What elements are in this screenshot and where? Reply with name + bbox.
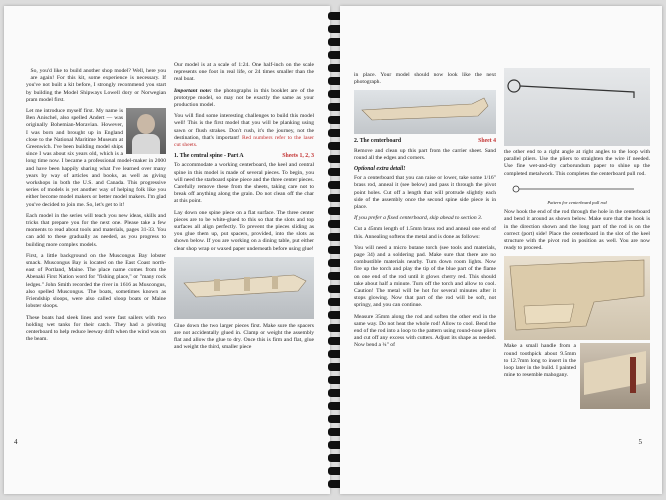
intro-paragraph: So, you'd like to build another shop model? Well, here you are again! For this kit, some experience is necessary. If you've not built a kit before, I strongly recommend you start by building the Model Shipways Lowell dory or Norwegian pram model first.	[26, 68, 166, 103]
right-column-2	[504, 68, 650, 409]
fixed-note: If you prefer a fixed centerboard, skip ahead to section 3.	[354, 215, 483, 222]
glue-paragraph: Glue down the two larger pieces first. Make sure the spacers are not accidentally glued in. Clamp or weight the assembly flat and allow the glue to dry. Once this is firm and flat, glue and weight the third, smaller piece	[174, 322, 314, 351]
lay-down-paragraph: Lay down one spine piece on a flat surface. The three center pieces are to be white-glued to this so that the slots and top surfaces all align perfectly. To prevent the pieces sliding as you glue them up, put spacers, provided, into the slots as shown below. If you are working on a dining table, put either clear shop wrap or waxed paper underneath before using glue!	[174, 209, 314, 252]
centerboard-photo	[504, 256, 650, 340]
centerboard-drawing	[504, 256, 650, 340]
handle-photo	[580, 343, 650, 409]
challenges-paragraph: You will find some interesting challenges to build this model well! This is the first model that you will be planking using sawn or flush strakes. Don't rush, it's the journey, not the destination, that's important! Red numbers refer to the laser cut sheets.	[174, 113, 314, 149]
rod-photo	[504, 68, 650, 146]
page-number-right: 5	[638, 438, 642, 446]
rod-end-paragraph: the other end to a right angle at right angles to the loop with parallel pliers. Use the pliers to straighten the wire if needed. Use fine wet-and-dry carborundum paper to shine up the completed metalwork. This completes the centerboard pull rod.	[504, 149, 650, 177]
spine-assembly-photo	[174, 257, 314, 319]
spine-drawing	[354, 90, 496, 134]
spine-assembly-drawing	[174, 257, 314, 319]
handle-section	[504, 343, 650, 409]
section-2-heading: 2. The centerboard Sheet 4	[354, 138, 496, 145]
page-number-left: 4	[14, 438, 18, 446]
section-2-text: Remove and clean up this part from the carrier sheet. Sand round all the edges and corners.	[354, 147, 496, 161]
author-portrait	[126, 108, 166, 154]
handle-drawing	[580, 343, 650, 409]
section-1-heading: 1. The central spine - Part A Sheets 1, 2, 3	[174, 153, 314, 160]
important-note: Important note: the photographs in this booklet are of the prototype model, so may not be exactly the same as your production model.	[174, 87, 315, 109]
optional-text: For a centerboard that you can raise or lower, take some 1/16" brass rod, anneal it (see below) and pass it through the pivot point holes. Cut off a length that will protrude slightly each side of the assembly once the second spine side piece is in place.	[354, 175, 496, 211]
hook-paragraph: Now hook the end of the rod through the hole in the centerboard and bend it around as shown below. Make sure that the hook is in the direction shown and the long part of the rod is on the correct (port) side! Place the centerboard in the slot of the keel structure with the pivot rod in position as well. You are now ready to proceed.	[504, 209, 650, 252]
rod-pattern-caption: Pattern for centerboard pull rod	[547, 200, 607, 206]
right-column-1	[354, 72, 496, 354]
optional-heading: Optional extra detail!	[354, 166, 406, 173]
about-paragraph: Let me introduce myself first. My name is Ben Anischel, also spelled Andert — was originally Bohemian-Moravian. However, I was born and brought up in England close to the National Maritime Museum at Greenwich. I've been building model ships since I was about six years old, which is a long time now. I became a professional model-maker in 2000 and have been happily sharing what I've learned over many years by way of articles and books, as well as giving workshops in both the U.S. and Canada. This progressive series of models is yet another way of helping folk like you either become model makers or better model makers. I'm glad you've decided to join me. So, let's get to it!	[26, 108, 166, 208]
left-column-2	[174, 62, 314, 356]
measure-paragraph: Measure 35mm along the rod and soften the other end in the same way. Do not heat the whole rod! Allow to cool. Bend the end of the rod into a loop to the pattern using round-nose pliers and cut off any excess with cutters. Adjust its shape as needed. Now bend a ¼" of	[354, 313, 496, 349]
boats-paragraph: These boats had sleek lines and were fast sailers with two holding wet tanks for their catch. They had a pivoting centerboard to help reduce leeway drift when the wind was on the beam.	[26, 314, 166, 343]
left-column-1	[26, 68, 166, 347]
solder-paragraph: You will need a micro butane torch (see tools and materials, page 34) and a soldering pad. Make sure that there are no combustible materials nearby. Turn down room lights. Now fire up the torch and play the tip of the blue part of the flame on one end of the rod until it glows cherry red. This should take about half a minute. Turn off the torch and allow to cool. Caution! The metal will be hot for several minutes after it stops glowing. Now that part of the rod will be soft, not springy, and you can continue.	[354, 244, 496, 309]
rod-drawing	[504, 68, 650, 146]
history-paragraph: First, a little background on the Muscongus Bay lobster smack. Muscongus Bay is located on the East Coast north-east of Portland, Maine. The place name comes from the Abenaki First Nation word for "fishing place," or "many rock ledges." John Smith recorded the river in 1616 as Muscongus, also spelled Muscongus. The boats, sometimes known as Friendship sloops, were also called sloop boats or Maine lobster sloops.	[26, 252, 166, 310]
left-page	[4, 6, 330, 494]
right-page	[340, 6, 662, 494]
section-1-text: To accommodate a working centerboard, the keel and central spine in this model is made of several pieces. To begin, you will need the starboard spine piece and the three center pieces. Carefully remove these from the sheets, taking care not to break off anything along the grain. Do not clean off the char at this point.	[174, 162, 314, 205]
scale-paragraph: Our model is at a scale of 1:24. One half-inch on the scale represents one foot in real life, or 24 times smaller than the real boat.	[174, 62, 314, 83]
handle-paragraph: Make a small handle from a round toothpick about 9.5mm to 12.7mm long to insert in the loop later in the build. I painted mine to resemble mahogany.	[504, 343, 576, 379]
cut-paragraph: Cut a 45mm length of 1.5mm brass rod and anneal one end of this. Annealing softens the metal and is done as follows:	[354, 226, 496, 240]
series-paragraph: Each model in the series will teach you new ideas, skills and tricks that prepare you for the next one. Please take a few moments to read about tools and materials, pages 31-33. You can add to these gradually as needed, as you progress to building more complex models.	[26, 212, 166, 248]
in-place-paragraph: in place. Your model should now look like the next photograph.	[354, 72, 496, 86]
spine-photo	[354, 90, 496, 134]
rod-pattern-drawing	[504, 182, 650, 196]
